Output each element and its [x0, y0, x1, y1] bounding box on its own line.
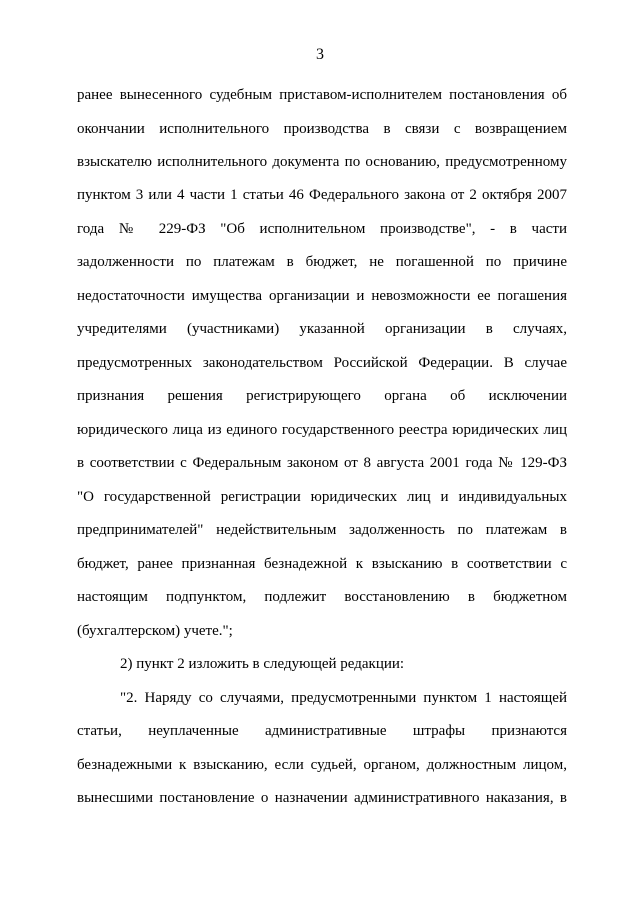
- text-line: окончании исполнительного производства в связи с возвращением: [77, 121, 567, 137]
- text-line: задолженности по платежам в бюджет, не погашенной по причине: [77, 254, 567, 270]
- text-line: предпринимателей" недействительным задолженность по платежам в: [77, 522, 567, 538]
- text-line: безнадежными к взысканию, если судьей, органом, должностным лицом,: [77, 757, 567, 773]
- text-line: ранее вынесенного судебным приставом-исполнителем постановления об: [77, 87, 567, 103]
- text-line: вынесшими постановление о назначении административного наказания, в: [77, 790, 567, 806]
- text-line: "О государственной регистрации юридических лиц и индивидуальных: [77, 489, 567, 505]
- text-line: "2. Наряду со случаями, предусмотренными пунктом 1 настоящей: [120, 690, 567, 706]
- text-line: недостаточности имущества организации и невозможности ее погашения: [77, 288, 567, 304]
- text-line: года № 229-ФЗ "Об исполнительном производстве", - в части: [77, 221, 567, 237]
- text-line: настоящим подпунктом, подлежит восстановлению в бюджетном: [77, 589, 567, 605]
- page-number: 3: [316, 46, 324, 63]
- text-line: 2) пункт 2 изложить в следующей редакции:: [120, 656, 405, 672]
- text-line: признания решения регистрирующего органа об исключении: [77, 388, 567, 404]
- text-line: (бухгалтерском) учете.";: [77, 623, 233, 639]
- text-line: предусмотренных законодательством Российской Федерации. В случае: [77, 355, 567, 371]
- text-line: взыскателю исполнительного документа по основанию, предусмотренному: [77, 154, 567, 170]
- text-line: учредителями (участниками) указанной организации в случаях,: [77, 321, 567, 337]
- text-line: статьи, неуплаченные административные штрафы признаются: [77, 723, 567, 739]
- text-line: пунктом 3 или 4 части 1 статьи 46 Федерального закона от 2 октября 2007: [77, 187, 567, 203]
- text-line: в соответствии с Федеральным законом от 8 августа 2001 года № 129-ФЗ: [77, 455, 567, 471]
- text-line: бюджет, ранее признанная безнадежной к взысканию в соответствии с: [77, 556, 567, 572]
- text-line: юридического лица из единого государственного реестра юридических лиц: [77, 422, 567, 438]
